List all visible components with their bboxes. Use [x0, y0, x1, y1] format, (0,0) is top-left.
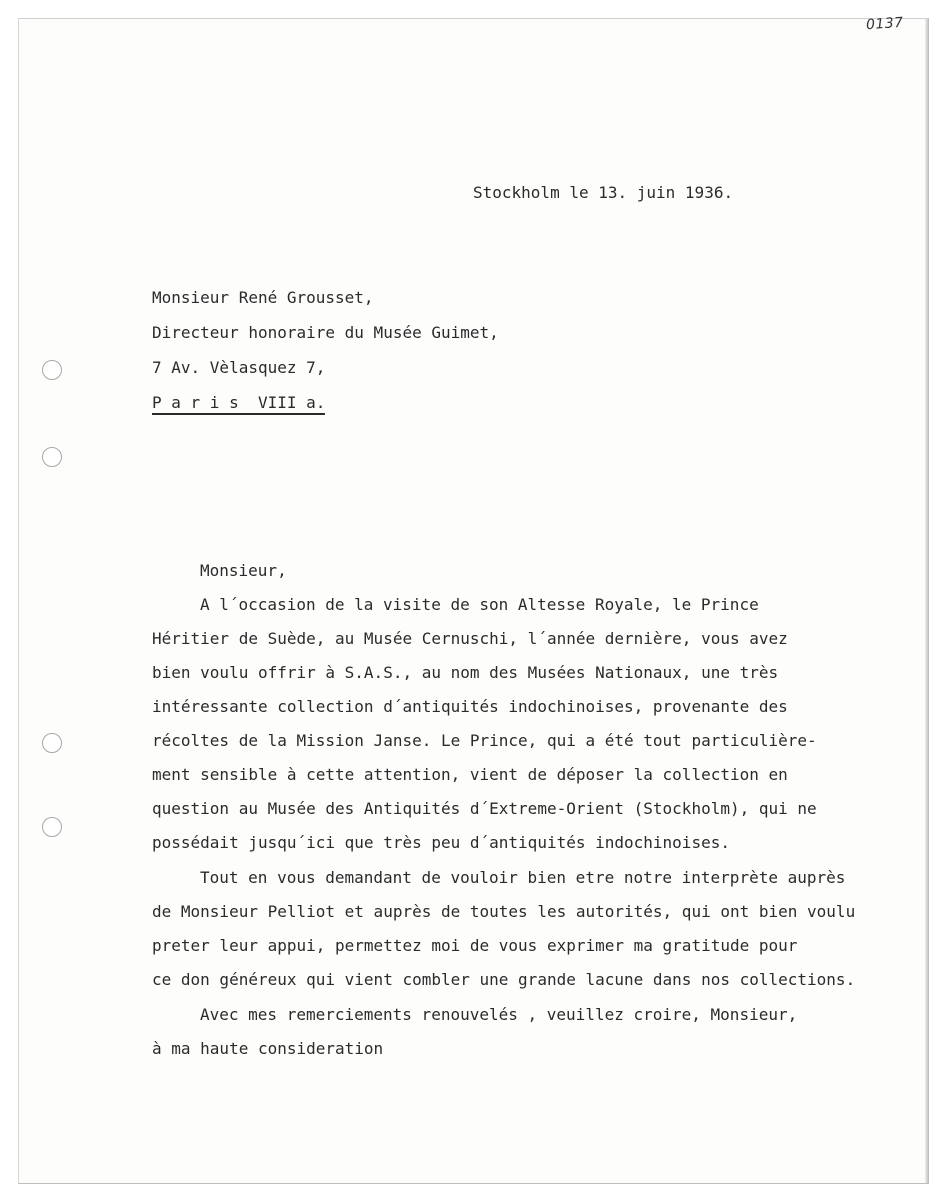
paragraph-line: Tout en vous demandant de vouloir bien etre notre interprète auprès	[200, 868, 846, 887]
punch-hole	[42, 360, 62, 380]
recipient-street: 7 Av. Vèlasquez 7,	[152, 358, 326, 377]
paragraph-line: ment sensible à cette attention, vient de déposer la collection en	[152, 765, 788, 784]
paragraph-line: de Monsieur Pelliot et auprès de toutes les autorités, qui ont bien voulu	[152, 902, 856, 921]
recipient-city: P a r i s VIII a.	[152, 395, 325, 415]
page-edge-shadow	[925, 19, 928, 1183]
punch-hole	[42, 733, 62, 753]
punch-hole	[42, 447, 62, 467]
paragraph-line: intéressante collection d´antiquités indochinoises, provenante des	[152, 697, 788, 716]
paragraph-line: récoltes de la Mission Janse. Le Prince, qui a été tout particulière-	[152, 731, 817, 750]
salutation: Monsieur,	[200, 561, 287, 580]
recipient-title: Directeur honoraire du Musée Guimet,	[152, 323, 499, 342]
paragraph-line: ce don généreux qui vient combler une grande lacune dans nos collections.	[152, 970, 856, 989]
archive-page-number: 0137	[865, 14, 905, 34]
paragraph-line: bien voulu offrir à S.A.S., au nom des Musées Nationaux, une très	[152, 663, 779, 682]
paragraph-line: A l´occasion de la visite de son Altesse Royale, le Prince	[200, 595, 759, 614]
closing-line: à ma haute consideration	[152, 1039, 384, 1058]
paragraph-line: preter leur appui, permettez moi de vous exprimer ma gratitude pour	[152, 936, 798, 955]
paragraph-line: Héritier de Suède, au Musée Cernuschi, l´année dernière, vous avez	[152, 629, 788, 648]
paragraph-line: question au Musée des Antiquités d´Extreme-Orient (Stockholm), qui ne	[152, 799, 817, 818]
punch-hole	[42, 817, 62, 837]
date-line: Stockholm le 13. juin 1936.	[473, 183, 734, 202]
paragraph-line: possédait jusqu´ici que très peu d´antiquités indochinoises.	[152, 833, 730, 852]
closing-line: Avec mes remerciements renouvelés , veuillez croire, Monsieur,	[200, 1005, 798, 1024]
recipient-name: Monsieur René Grousset,	[152, 288, 374, 307]
